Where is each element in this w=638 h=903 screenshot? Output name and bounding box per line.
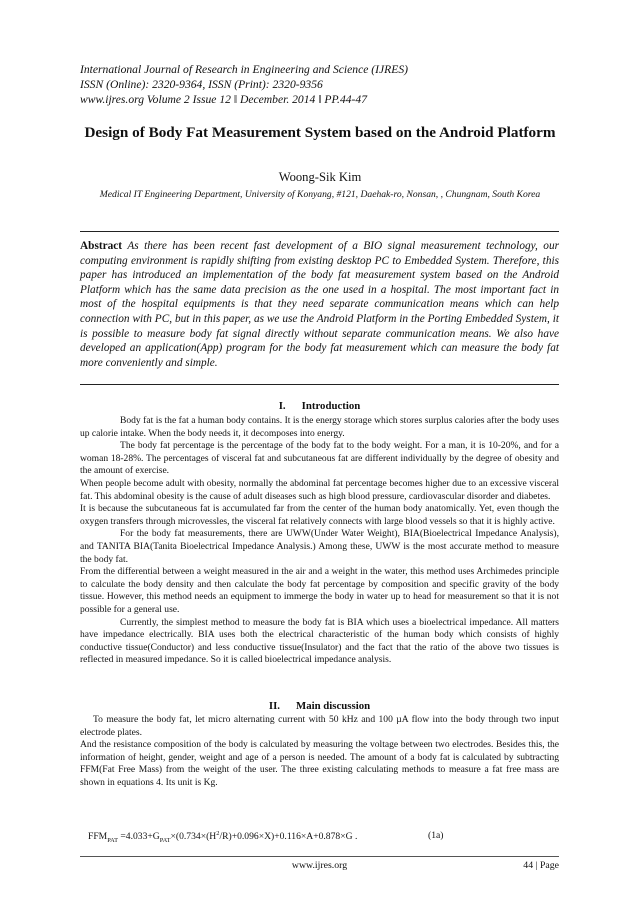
section-heading-main-discussion [80, 700, 559, 712]
paragraph: Currently, the simplest method to measure the body fat is BIA which uses a bioelectrical impedance. All matters have impedance electrically. BIA uses both the electrical characteristic of the human body which consists of highly conductive tissue(Conductor) and less conductive tissue(Insulator) and the fact that the ratio of the above two tissues is reflected in measured impedance. So it is called bioelectrical impedance analysis. [80, 616, 559, 666]
abstract-text: As there has been recent fast development of a BIO signal measurement technology, our computing environment is rapidly shifting from existing desktop PC to Embedded System. Therefore, this paper has introduced an implementation of the body fat measurement system based on the Android Platform which has the same data precision as the one used in a hospital. The most important fact in most of the hospital equipments is that they need separate communication means which can help connection with PC, but in this paper, as we use the Android Platform in the Porting Embedded System, it is possible to measure body fat signal directly without separate communication means. We also have developed an application(App) program for the body fat measurement which can measure the body fat more conveniently and simple. [80, 240, 559, 369]
equation-part: =4.033+G [117, 831, 160, 843]
equation-1a [88, 830, 558, 844]
journal-volume: www.ijres.org Volume 2 Issue 12 ǁ December. 2014 ǁ PP.44-47 [80, 93, 367, 107]
abstract-bottom-rule [80, 384, 559, 385]
equation-subscript: PAT [107, 837, 118, 845]
section-number: II. [268, 700, 280, 712]
equation-part: ×(0.734×(H [170, 831, 217, 843]
section-heading-introduction [80, 400, 559, 412]
section-title: Introduction [301, 400, 361, 412]
journal-header [80, 62, 570, 108]
main-discussion-body [80, 714, 559, 790]
abstract-top-rule [80, 231, 559, 232]
paper-title: Design of Body Fat Measurement System based on the Android Platform [84, 124, 556, 141]
journal-issn: ISSN (Online): 2320-9364, ISSN (Print): 2320-9356 [80, 78, 323, 92]
section-number: I. [278, 400, 286, 412]
section-title: Main discussion [296, 700, 371, 712]
paragraph: Body fat is the fat a human body contains. It is the energy storage which stores surplus calories after the body uses up calorie intake. When the body needs it, it decomposes into energy. [80, 415, 559, 439]
equation-superscript: 2 [216, 830, 220, 837]
paragraph: It is because the subcutaneous fat is accumulated far from the center of the human body anatomically. Yet, even though the oxygen transfers through microvessles, the visceral fat relatively connects with large blood vessels so that it is highly active. [80, 503, 559, 527]
equation-label: (1a) [428, 830, 444, 841]
footer-page-number: 44 | Page [523, 860, 559, 871]
equation-part: FFM [88, 831, 108, 843]
paragraph: When people become adult with obesity, normally the abdominal fat percentage becomes higher due to an excessive visceral fat. This abdominal obesity is the cause of adult diseases such as high blood pressure, cardiovascular disorder and diabetes. [80, 477, 559, 502]
paragraph: The body fat percentage is the percentage of the body fat to the body weight. For a man, it is 10-20%, and for a woman 18-28%. The percentages of visceral fat and subcutaneous fat are different individually by the degree of obesity and the amount of exercise. [80, 440, 559, 477]
introduction-body [80, 415, 559, 667]
paragraph: From the differential between a weight measured in the air and a weight in the water, this method uses Archimedes principle to calculate the body density and then calculate the body fat percentage by composition and specific gravity of the body tissue. However, this method needs an equipment to immerge the body in water up to head for measurement so that it is not possible for a general use. [80, 566, 559, 615]
paper-affiliation: Medical IT Engineering Department, University of Konyang, #121, Daehak-ro, Nonsan, , Chungnam, South Korea [99, 189, 541, 200]
abstract-label: Abstract [80, 240, 123, 252]
equation-subscript: PAT [159, 837, 171, 845]
footer-site: www.ijres.org [291, 860, 348, 871]
paragraph: To measure the body fat, let micro alternating current with 50 kHz and 100 µA flow into the body through two input electrode plates. [80, 714, 559, 738]
abstract-block [80, 239, 559, 370]
equation-part: /R)+0.096×X)+0.116×A+0.878×G . [219, 831, 358, 843]
paragraph: And the resistance composition of the body is calculated by measuring the voltage between two electrodes. Besides this, the information of height, gender, weight and age of a person is needed. The amount of a body fat is calculated by subtracting FFM(Fat Free Mass) from the weight of the user. The three existing calculating methods to measure a fat free mass are shown in equations 4. Its unit is Kg. [80, 739, 559, 788]
paper-author: Woong-Sik Kim [278, 170, 362, 184]
paragraph: For the body fat measurements, there are UWW(Under Water Weight), BIA(Bioelectrical Impedance Analysis), and TANITA BIA(Tanita Bioelectrical Impedance Analysis.) Among these, UWW is the most accurate method to measure the body fat. [80, 528, 559, 565]
journal-name: International Journal of Research in Engineering and Science (IJRES) [80, 63, 408, 76]
page-footer [80, 856, 559, 871]
